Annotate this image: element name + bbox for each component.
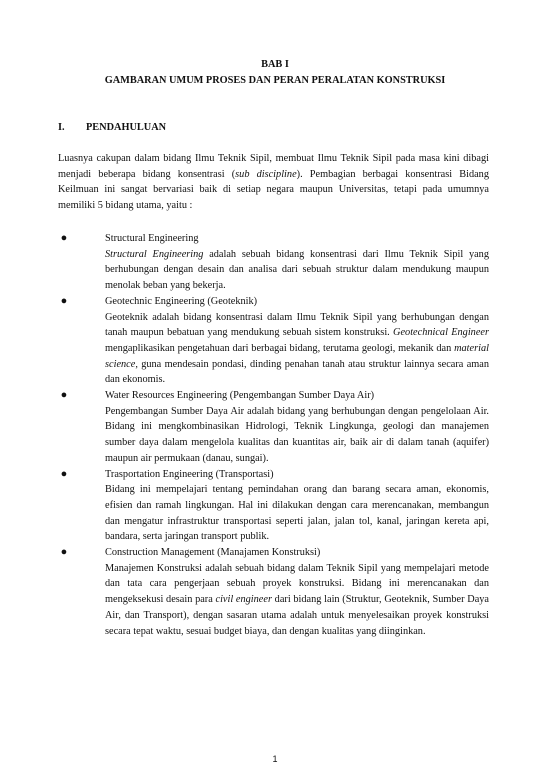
description-text: adalah sebuah bidang konsentrasi dari Ilmu Teknik Sipil yang berhubungan dengan desain dan analisa dari sebuah struktur dalam mendukung maupun menolak beban yang bekerja. [105, 248, 489, 292]
description-text: Pengembangan Sumber Daya Air adalah bidang yang berhubungan dengan pengelolaan Air. Bidang ini mengkombinasikan Hidrologi, Teknik Lingkunga, geologi dan manajemen sumber daya dalam mengelola kualitas dan kuantitas air, baik air di dalam tanah (aquifer) maupun air permukaan (danau, sungai). [105, 405, 489, 464]
description-text: , guna mendesain pondasi, dinding penahan tanah atau struktur lainnya secara aman dan ekonomis. [105, 358, 489, 386]
intro-text-1: Luasnya cakupan dalam bidang Ilmu Teknik Sipil, membuat Ilmu Teknik Sipil pada masa kini dibagi menjadi beberapa bidang konsentrasi ( [58, 153, 489, 180]
section-title: PENDAHULUAN [86, 122, 167, 133]
topic-title: Geotechnic Engineering (Geoteknik) [105, 295, 258, 307]
chapter-title: GAMBARAN UMUM PROSES DAN PERAN PERALATAN KONSTRUKSI [104, 75, 446, 86]
intro-text-2: ). Pembagian berbagai konsentrasi Bidang Keilmuan ini sangat bervariasi baik di setiap negara maupun Universitas, tetapi pada umumnya memiliki 5 bidang utama, yaitu : [58, 168, 489, 212]
list-item [58, 231, 489, 294]
intro-paragraph [58, 151, 489, 214]
topic-description [105, 247, 489, 294]
description-text: Bidang ini mempelajari tentang pemindahan orang dan barang secara aman, ekonomis, efisien dan ramah lingkungan. Hal ini dilakukan dengan cara merencanakan, membangun dan mengatur infrastruktur transportasi seperti jalan, jalan tol, kanal, jaringan kereta api, bandara, serta jaringan transport publik. [105, 484, 489, 543]
topic-list [58, 231, 489, 639]
topic-description [105, 482, 489, 545]
topic-title: Construction Management (Manajamen Konstruksi) [105, 547, 321, 559]
description-text: dari bidang lain (Struktur, Geoteknik, Sumber Daya Air, dan Transport), dengan sasaran utama adalah untuk menyelesaikan proyek konstruksi secara tepat waktu, sesuai budget biaya, dan dengan kualitas yang diinginkan. [105, 594, 489, 637]
list-item [58, 545, 489, 639]
bullet-icon: ● [60, 467, 68, 480]
page-number: 1 [272, 754, 278, 764]
topic-title: Structural Engineering [105, 233, 199, 244]
italic-term: civil engineer [215, 594, 272, 606]
section-number: I. [58, 122, 65, 133]
topic-title: Water Resources Engineering (Pengembangan Sumber Daya Air) [105, 390, 375, 402]
topic-description [105, 561, 489, 640]
topic-description [105, 404, 489, 467]
bullet-icon: ● [60, 294, 68, 307]
list-item [58, 388, 489, 467]
italic-term: material science [105, 342, 489, 370]
italic-term: Geotechnical Engineer [393, 327, 489, 339]
bullet-icon: ● [60, 546, 68, 559]
section-heading [58, 120, 166, 136]
description-text: mengaplikasikan pengetahuan dari berbagai bidang, terutama geologi, mekanik dan [105, 342, 455, 354]
bullet-icon: ● [60, 232, 68, 244]
description-text: Geoteknik adalah bidang konsentrasi dalam Ilmu Teknik Sipil yang berhubungan dengan tanah maupun bebatuan yang mendukung sebuah sistem konstruksi. [105, 311, 489, 339]
list-item [58, 467, 489, 546]
topic-description [105, 310, 489, 389]
chapter-label: BAB I [261, 59, 289, 70]
bullet-icon: ● [60, 389, 68, 402]
italic-term: Structural Engineering [105, 248, 204, 260]
list-item [58, 294, 489, 388]
intro-italic-term: sub discipline [235, 168, 297, 180]
description-text: Manajemen Konstruksi adalah sebuah bidang dalam Teknik Sipil yang mempelajari metode dan tata cara pengerjaan sebuah proyek konstruksi. Bidang ini merencanakan dan mengeksekusi desain para [105, 562, 489, 606]
topic-title: Trasportation Engineering (Transportasi) [105, 468, 274, 480]
